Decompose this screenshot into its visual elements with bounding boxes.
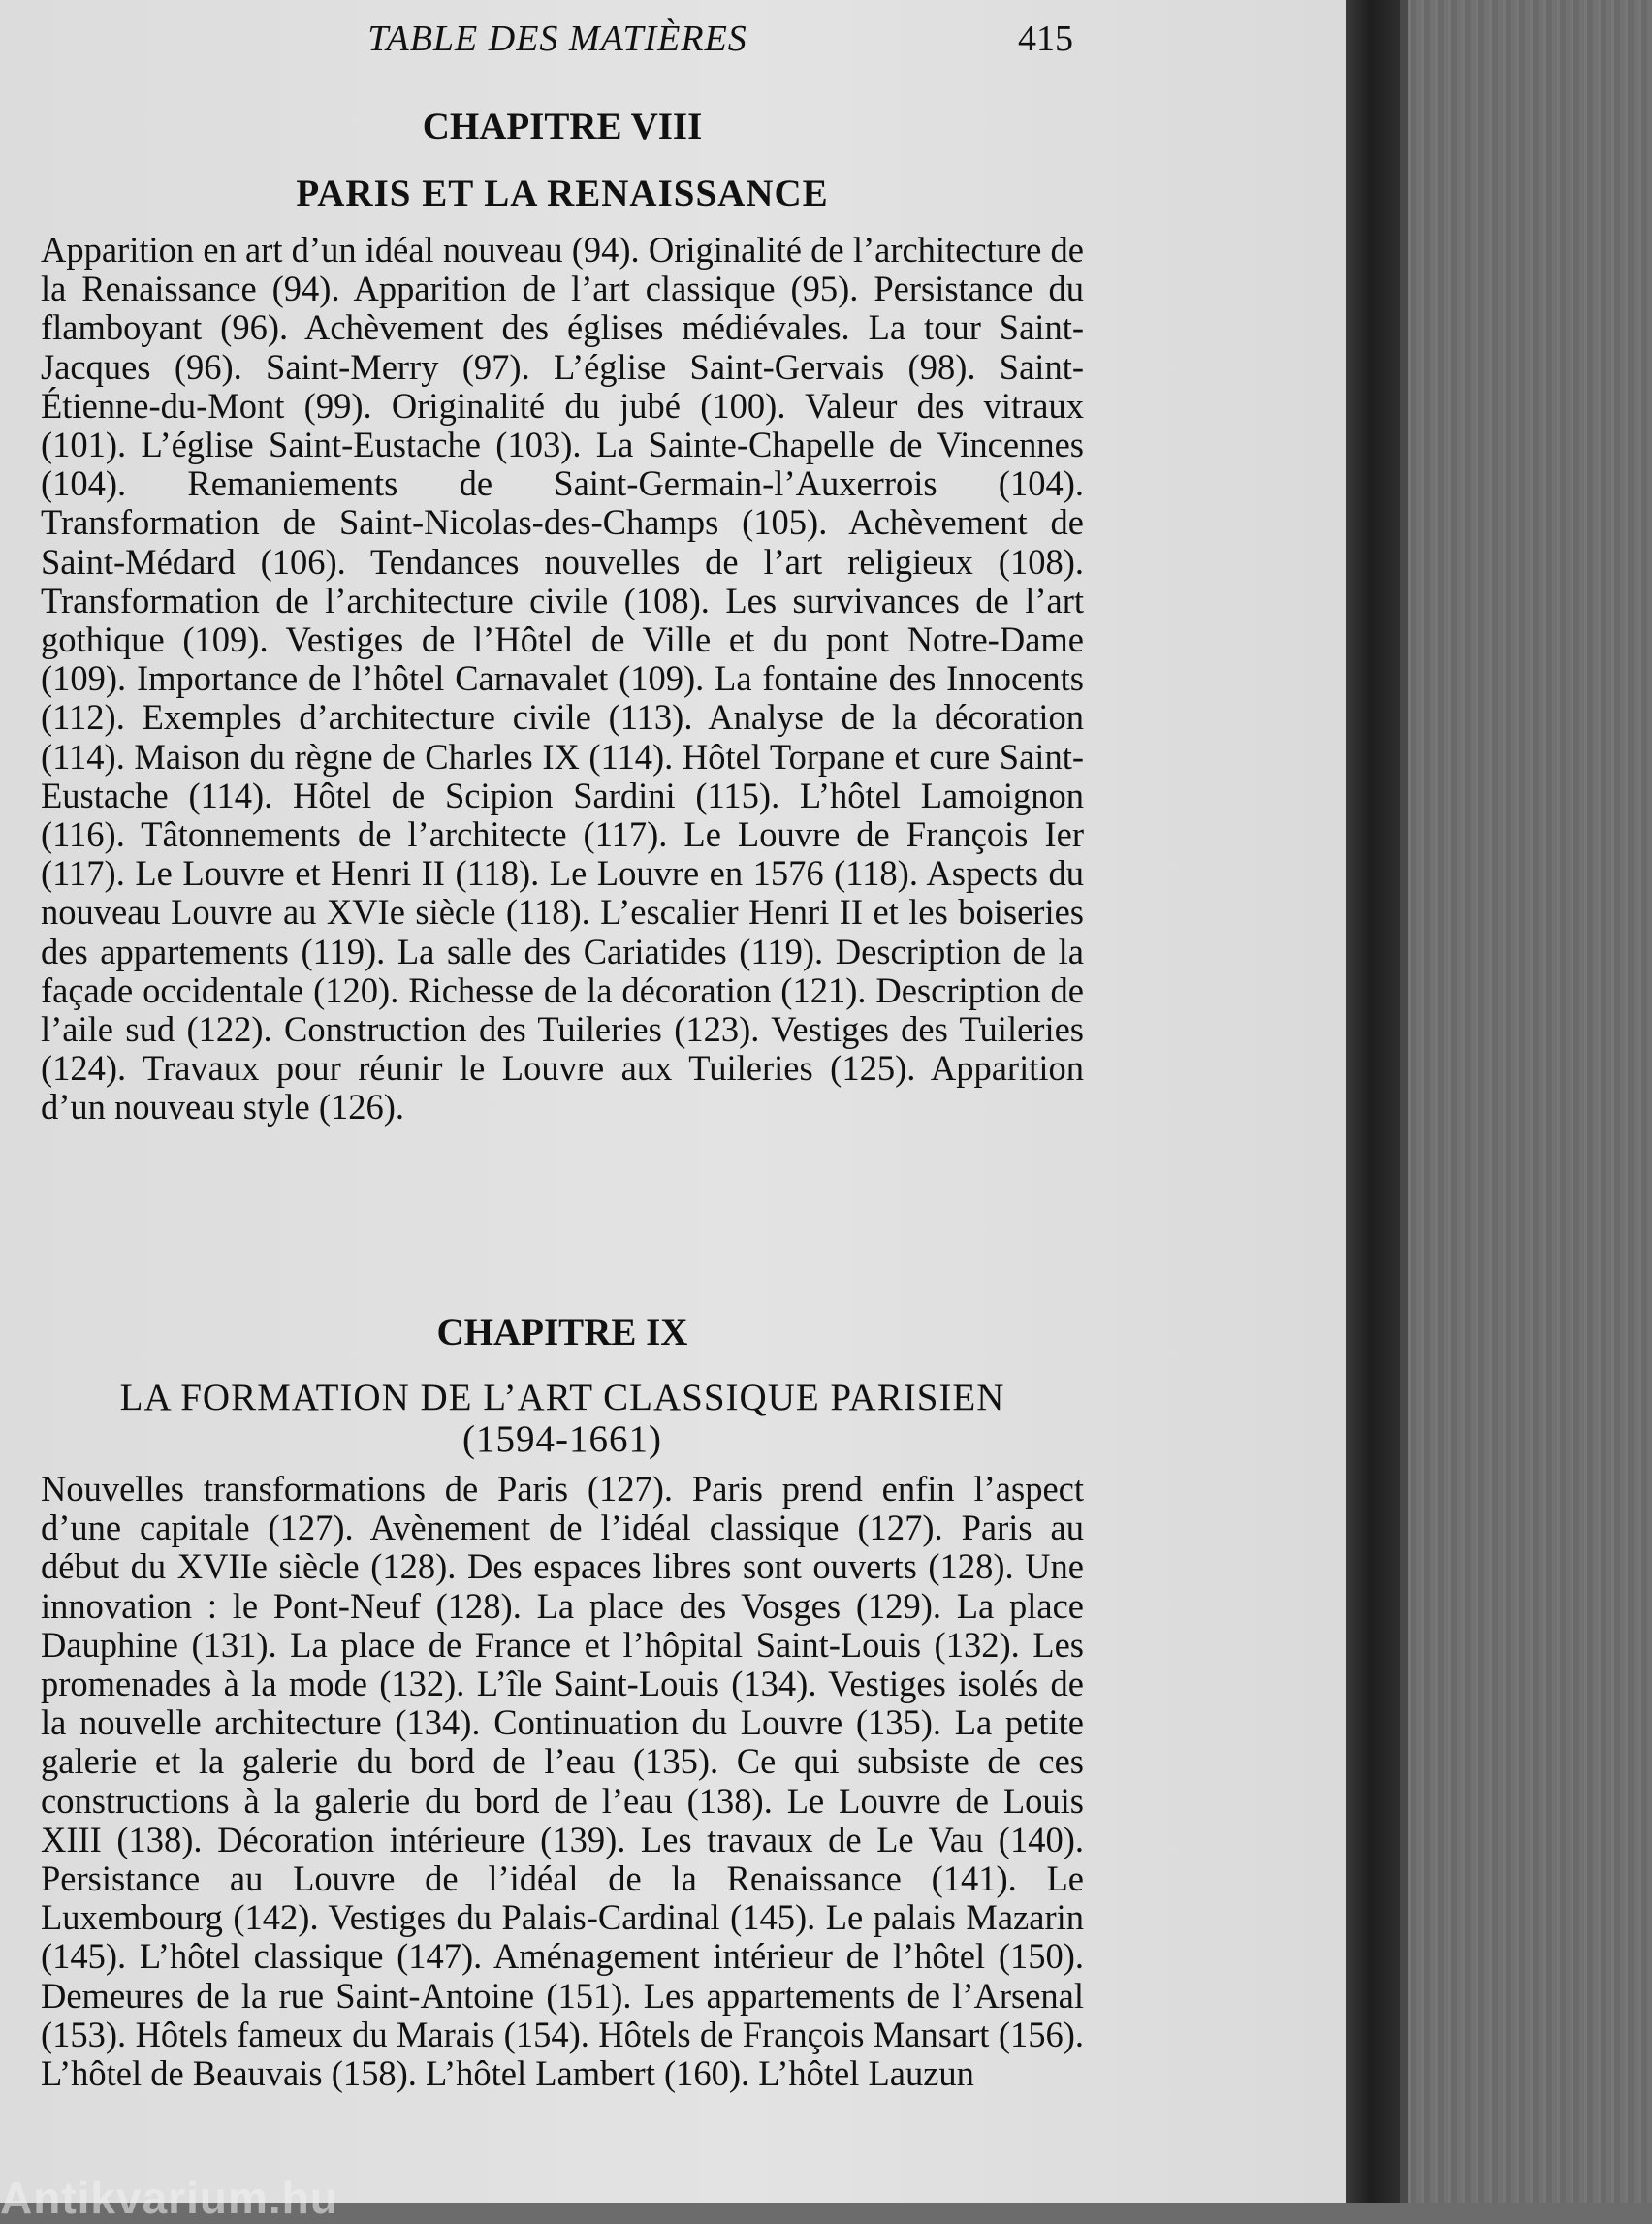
chapter-number: CHAPITRE VIII [422, 106, 703, 147]
chapter-dates: (1594-1661) [462, 1418, 662, 1460]
page-number: 415 [1018, 18, 1073, 59]
chapter-summary: Apparition en art d’un idéal nouveau (94). Originalité de l’architecture de la Renaissance (94). Apparition de l’art classique (95). Persistance du flamboyant (96). Achèvement des églises médiévales. La tour Saint-Jacques (96). Saint-Merry (97). L’église Saint-Gervais (98). Saint-Étienne-du-Mont (99). Originalité du jubé (100). Valeur des vitraux (101). L’église Saint-Eustache (103). La Sainte-Chapelle de Vincennes (104). Remaniements de Saint-Germain-l’Auxerrois (104). Transformation de Saint-Nicolas-des-Champs (105). Achèvement de Saint-Médard (106). Tendances nouvelles de l’art religieux (108). Transformation de l’architecture civile (108). Les survivances de l’art gothique (109). Vestiges de l’Hôtel de Ville et du pont Notre-Dame (109). Importance de l’hôtel Carnavalet (109). La fontaine des Innocents (112). Exemples d’architecture civile (113). Analyse de la décoration (114). Maison du règne de Charles IX (114). Hôtel Torpane et cure Saint-Eustache (114). Hôtel de Scipion Sardini (115). L’hôtel Lamoignon (116). Tâtonnements de l’architecte (117). Le Louvre de François Ier (117). Le Louvre et Henri II (118). Le Louvre en 1576 (118). Aspects du nouveau Louvre au XVIe siècle (118). L’escalier Henri II et les boiseries des appartements (119). La salle des Cariatides (119). Description de la façade occidentale (120). Richesse de la décoration (121). Description de l’aile sud (122). Construction des Tuileries (123). Vestiges des Tuileries (124). Travaux pour réunir le Louvre aux Tuileries (125). Apparition d’un nouveau style (126). [41, 230, 1084, 1128]
chapter-title: PARIS ET LA RENAISSANCE [296, 173, 829, 214]
book-cover-edge [1400, 0, 1408, 2203]
watermark: Antikvarium.hu [0, 2173, 338, 2223]
chapter-title-block [41, 1377, 1084, 1460]
chapter-summary: Nouvelles transformations de Paris (127). Paris prend enfin l’aspect d’une capitale (127). Avènement de l’idéal classique (127). Paris au début du XVIIe siècle (128). Des espaces libres sont ouverts (128). Une innovation : le Pont-Neuf (128). La place des Vosges (129). La place Dauphine (131). La place de France et l’hôpital Saint-Louis (132). Les promenades à la mode (132). L’île Saint-Louis (134). Vestiges isolés de la nouvelle architecture (134). Continuation du Louvre (135). La petite galerie et la galerie du bord de l’eau (135). Ce qui subsiste de ces constructions à la galerie du bord de l’eau (138). Le Louvre de Louis XIII (138). Décoration intérieure (139). Les travaux de Le Vau (140). Persistance au Louvre de l’idéal de la Renaissance (141). Le Luxembourg (142). Vestiges du Palais-Cardinal (145). Le palais Mazarin (145). L’hôtel classique (147). Aménagement intérieur de l’hôtel (150). Demeures de la rue Saint-Antoine (151). Les appartements de l’Arsenal (153). Hôtels fameux du Marais (154). Hôtels de François Mansart (156). L’hôtel de Beauvais (158). L’hôtel Lambert (160). L’hôtel Lauzun [41, 1469, 1084, 2094]
chapter-number: CHAPITRE IX [436, 1312, 688, 1353]
book-spine [1346, 0, 1400, 2203]
chapter-title: LA FORMATION DE L’ART CLASSIQUE PARISIEN [119, 1377, 1005, 1418]
running-head: TABLE DES MATIÈRES [367, 18, 747, 59]
background-surface [1408, 0, 1652, 2203]
